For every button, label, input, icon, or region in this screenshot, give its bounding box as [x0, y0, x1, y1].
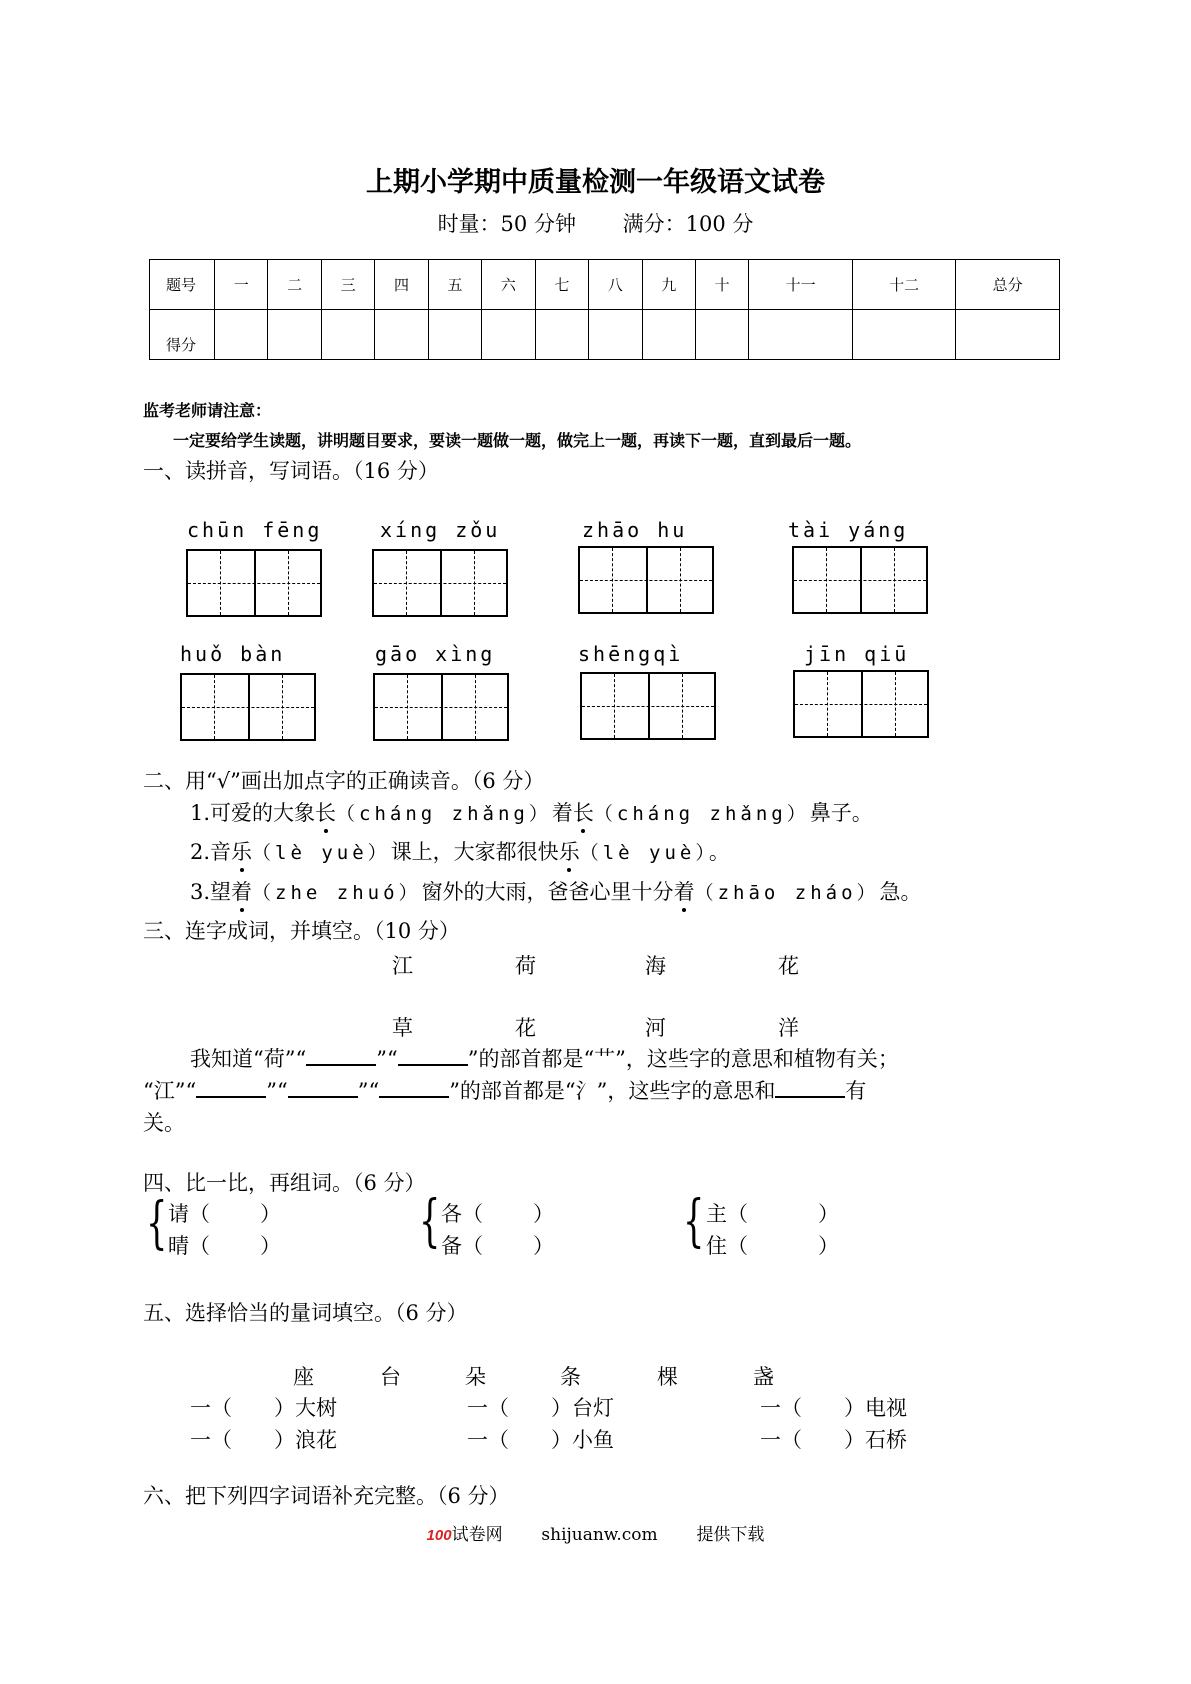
pinyin-label: jīn qiū: [804, 642, 910, 666]
score-col-header: 五: [428, 260, 481, 310]
score-col-header: 三: [321, 260, 374, 310]
pinyin-choices[interactable]: （cháng zhǎng）: [593, 803, 810, 825]
measure-item[interactable]: 一（ ）电视: [760, 1396, 907, 1420]
page-title: 上期小学期中质量检测一年级语文试卷: [366, 167, 825, 198]
brace-icon: {: [419, 1189, 441, 1254]
compare-item: [441, 1230, 554, 1260]
writing-grid[interactable]: [793, 670, 929, 738]
sentence-text: ”的部首都是“氵”，这些字的意思和: [449, 1079, 776, 1103]
section4-heading: 四、比一比，再组词。（6 分）: [143, 1171, 426, 1195]
exam-info: [0, 208, 1191, 238]
writing-grid[interactable]: [580, 672, 716, 740]
compare-item: [168, 1230, 281, 1260]
score-cell[interactable]: [268, 310, 321, 360]
writing-grid[interactable]: [372, 549, 508, 617]
score-label: 得分: [150, 310, 215, 360]
site-logo-icon: 100: [426, 1527, 452, 1544]
pinyin-choices[interactable]: （cháng zhǎng）: [336, 803, 552, 825]
measure-word-option: 条: [560, 1365, 581, 1389]
sentence-text: 我知道“荷”“: [190, 1047, 307, 1071]
score-col-header: 七: [535, 260, 588, 310]
paren: （: [462, 1202, 483, 1226]
paren: （: [462, 1234, 483, 1258]
fill-sentence-2: [143, 1075, 866, 1105]
compare-char: 备: [441, 1234, 462, 1258]
question-text: 2.音: [190, 840, 232, 864]
compare-char: 晴: [168, 1234, 189, 1258]
match-char[interactable]: 草: [392, 1016, 413, 1040]
sentence-text: ”“: [266, 1079, 288, 1103]
score-col-header: 八: [589, 260, 642, 310]
dotted-character: 乐: [559, 836, 580, 866]
section5-heading: 五、选择恰当的量词填空。（6 分）: [143, 1301, 468, 1325]
measure-word-option: 朵: [465, 1365, 486, 1389]
pinyin-choices[interactable]: （lè yuè）: [252, 842, 391, 864]
sentence-text: “江”“: [143, 1079, 197, 1103]
question-text: 鼻子。: [809, 801, 873, 825]
pinyin-choices[interactable]: （zhāo zháo）: [694, 882, 880, 904]
measure-item[interactable]: 一（ ）大树: [190, 1396, 337, 1420]
compare-item: [168, 1198, 281, 1228]
paren: （: [727, 1234, 748, 1258]
pinyin-label: tài yáng: [788, 518, 909, 542]
fill-blank[interactable]: [775, 1076, 845, 1098]
measure-item[interactable]: 一（ ）石桥: [760, 1428, 907, 1452]
compare-item: [706, 1230, 839, 1260]
writing-grid[interactable]: [792, 546, 928, 614]
fill-sentence-3: 关。: [143, 1111, 185, 1135]
compare-char: 主: [706, 1202, 727, 1226]
download-note: 提供下载: [696, 1525, 765, 1545]
measure-word-option: 盏: [753, 1365, 774, 1389]
dotted-character: 长: [315, 797, 336, 827]
match-char[interactable]: 洋: [778, 1016, 799, 1040]
dotted-character: 着: [674, 876, 695, 906]
measure-word-option: 座: [293, 1365, 314, 1389]
fill-blank[interactable]: [398, 1044, 468, 1066]
score-cell[interactable]: [482, 310, 535, 360]
fill-blank[interactable]: [379, 1076, 449, 1098]
footer: [0, 1520, 1191, 1545]
pinyin-label: xíng zǒu: [380, 518, 501, 542]
dotted-character: 着: [231, 876, 252, 906]
score-cell[interactable]: [215, 310, 268, 360]
site-url[interactable]: shijuanw.com: [541, 1525, 658, 1545]
score-table-header-row: [150, 260, 1060, 310]
paren: （: [727, 1202, 748, 1226]
measure-word-option: 台: [380, 1365, 401, 1389]
section1-heading: 一、读拼音，写词语。（16 分）: [143, 459, 439, 483]
exam-full-score: 满分：100 分: [622, 212, 754, 236]
sentence-text: 有: [845, 1079, 867, 1103]
pinyin-label: shēngqì: [578, 642, 684, 666]
score-col-header: 六: [482, 260, 535, 310]
sentence-text: ”的部首都是“艹”，这些字的意思和植物有关；: [467, 1047, 899, 1071]
compare-item: [706, 1198, 839, 1228]
fill-sentence-1: [190, 1043, 899, 1073]
writing-grid[interactable]: [373, 673, 509, 741]
question-text: 窗外的大雨，爸爸心里十分: [421, 880, 674, 904]
match-char[interactable]: 河: [645, 1016, 666, 1040]
fill-blank[interactable]: [288, 1076, 358, 1098]
score-cell[interactable]: [428, 310, 481, 360]
score-cell[interactable]: [852, 310, 956, 360]
question-text: 急。: [879, 880, 922, 904]
score-col-header: 总分: [956, 260, 1060, 310]
section2-heading: 二、用“√”画出加点字的正确读音。（6 分）: [143, 769, 545, 793]
score-cell[interactable]: [535, 310, 588, 360]
score-cell[interactable]: [695, 310, 748, 360]
compare-char: 各: [441, 1202, 462, 1226]
writing-grid[interactable]: [186, 549, 322, 617]
score-cell[interactable]: [589, 310, 642, 360]
measure-item[interactable]: 一（ ）台灯: [467, 1396, 614, 1420]
writing-grid[interactable]: [180, 673, 316, 741]
paren: ）: [533, 1202, 554, 1226]
match-char[interactable]: 花: [778, 954, 799, 978]
dotted-character: 乐: [231, 836, 252, 866]
writing-grid[interactable]: [578, 546, 714, 614]
score-cell[interactable]: [375, 310, 428, 360]
site-name: 试卷网: [451, 1525, 503, 1545]
paren: ）: [260, 1202, 281, 1226]
pinyin-choices[interactable]: （lè yuè）: [579, 842, 709, 864]
question-text: 3.望: [190, 880, 232, 904]
sentence-text: ”“: [357, 1079, 380, 1103]
measure-item[interactable]: 一（ ）浪花: [190, 1428, 337, 1452]
match-char[interactable]: 荷: [515, 954, 536, 978]
score-table-score-row: [150, 310, 1060, 360]
brace-icon: {: [683, 1189, 705, 1254]
question-2-2: [190, 836, 730, 866]
compare-item: [441, 1198, 554, 1228]
section6-heading: 六、把下列四字词语补充完整。（6 分）: [143, 1484, 510, 1508]
brace-icon: {: [146, 1191, 168, 1256]
section3-heading: 三、连字成词，并填空。（10 分）: [143, 919, 460, 943]
fill-blank[interactable]: [306, 1044, 376, 1066]
pinyin-label: chūn fēng: [187, 518, 323, 542]
match-char[interactable]: 江: [392, 954, 413, 978]
notice-title: 监考老师请注意：: [143, 401, 272, 420]
paren: （: [189, 1234, 210, 1258]
score-col-header: 一: [215, 260, 268, 310]
score-col-header: 十一: [749, 260, 853, 310]
question-text: 。: [708, 840, 730, 864]
exam-duration: 时量：50 分钟: [437, 212, 576, 236]
score-cell[interactable]: [956, 310, 1060, 360]
dotted-character: 长: [573, 797, 594, 827]
pinyin-label: huǒ bàn: [180, 642, 286, 666]
paren: ）: [818, 1202, 839, 1226]
paren: ）: [818, 1234, 839, 1258]
score-cell[interactable]: [642, 310, 695, 360]
question-text: 课上，大家都很快: [390, 840, 559, 864]
match-char[interactable]: 海: [645, 954, 666, 978]
paren: ）: [533, 1234, 554, 1258]
score-cell[interactable]: [321, 310, 374, 360]
paren: （: [189, 1202, 210, 1226]
pinyin-label: gāo xìng: [375, 642, 496, 666]
score-table: [149, 259, 1060, 360]
paren: ）: [260, 1234, 281, 1258]
question-number-label: 题号: [150, 260, 215, 310]
score-col-header: 四: [375, 260, 428, 310]
fill-blank[interactable]: [196, 1076, 266, 1098]
sentence-text: ”“: [376, 1047, 398, 1071]
compare-char: 请: [168, 1202, 189, 1226]
score-col-header: 九: [642, 260, 695, 310]
score-cell[interactable]: [749, 310, 853, 360]
measure-item[interactable]: 一（ ）小鱼: [467, 1428, 614, 1452]
question-2-3: [190, 876, 922, 906]
question-2-1: [190, 797, 873, 827]
question-text: 1.可爱的大象: [190, 801, 316, 825]
match-char[interactable]: 花: [515, 1016, 536, 1040]
notice-body: 一定要给学生读题，讲明题目要求，要读一题做一题，做完上一题，再读下一题，直到最后一题。: [173, 431, 862, 450]
question-text: 着: [551, 801, 573, 825]
measure-word-option: 棵: [657, 1365, 678, 1389]
pinyin-label: zhāo hu: [582, 518, 688, 542]
pinyin-choices[interactable]: （zhe zhuó）: [252, 882, 422, 904]
score-col-header: 十: [695, 260, 748, 310]
score-col-header: 二: [268, 260, 321, 310]
score-col-header: 十二: [852, 260, 956, 310]
compare-char: 住: [706, 1234, 727, 1258]
